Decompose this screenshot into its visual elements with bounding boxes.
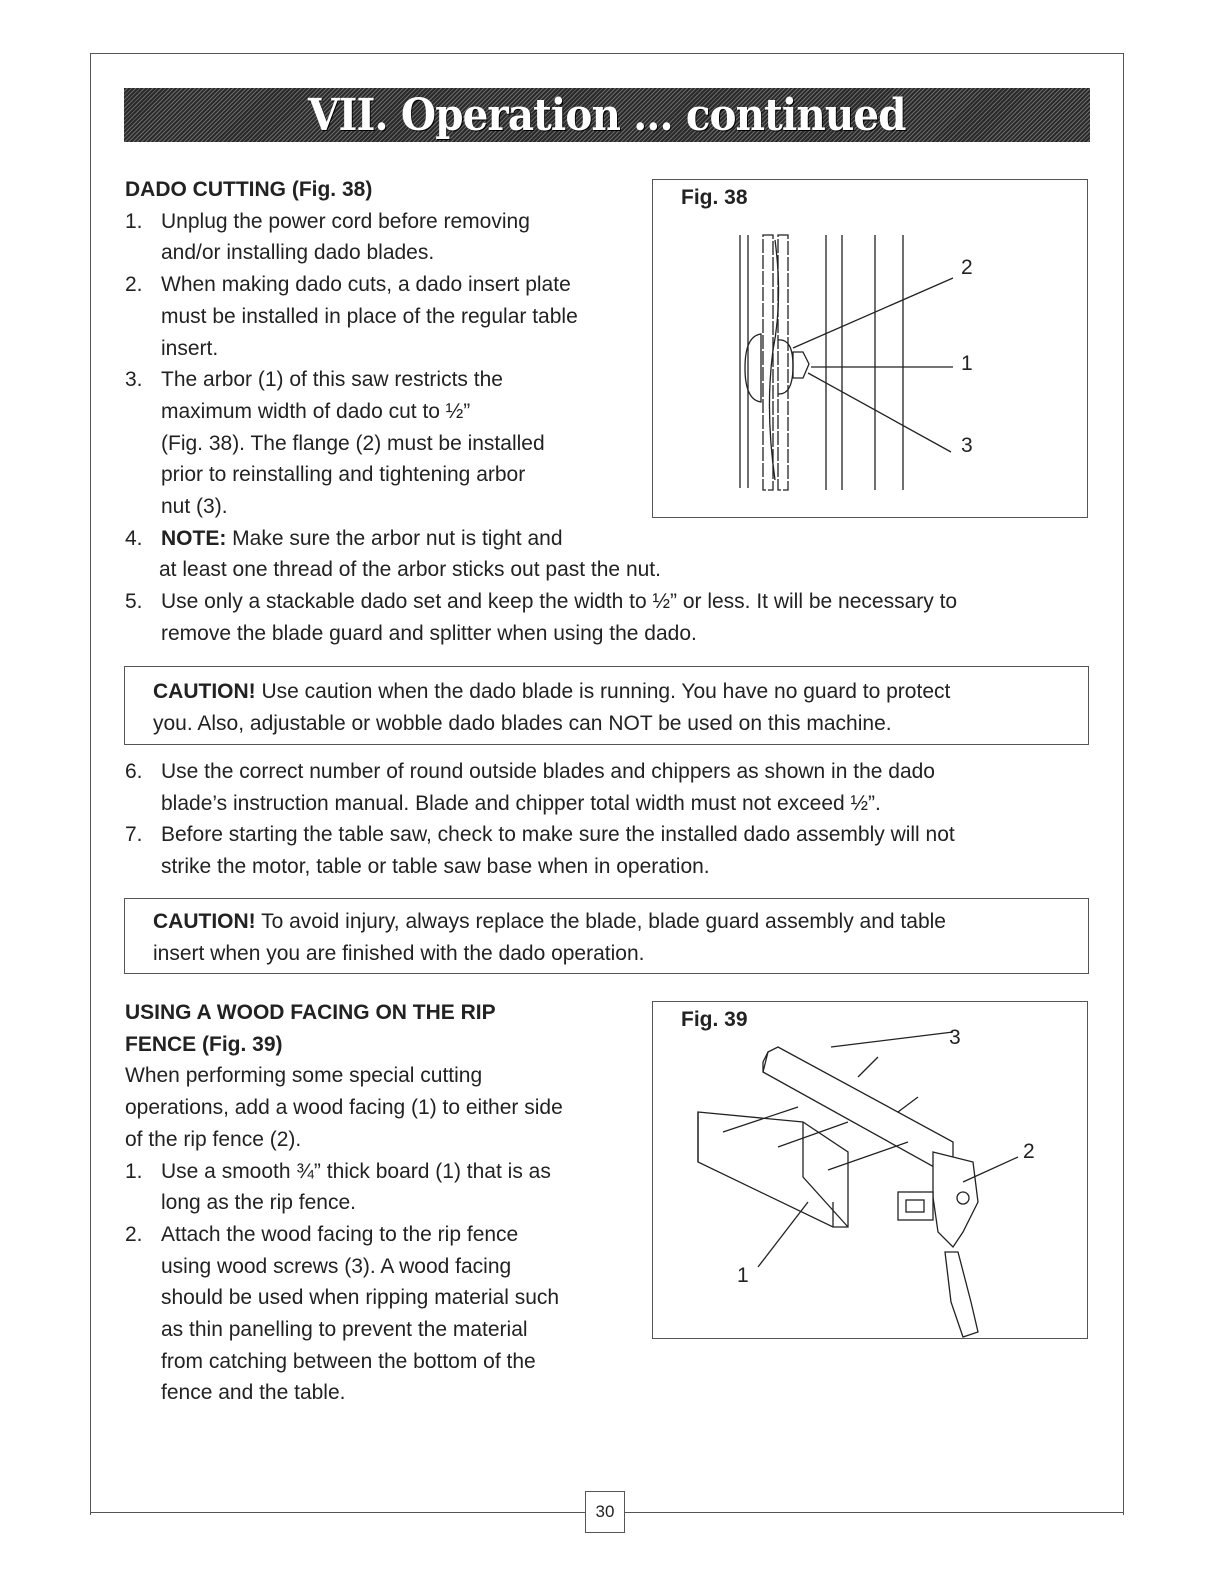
caution-box <box>124 666 1089 745</box>
item-number: 1. <box>125 209 143 233</box>
text-line: Use caution when the dado blade is running. You have no guard to protect <box>255 680 951 703</box>
item-number: 1. <box>125 1159 143 1183</box>
list-item <box>125 1156 563 1219</box>
text-line: Use the correct number of round outside blades and chippers as shown in the dado <box>161 760 935 783</box>
item-number: 5. <box>125 590 143 614</box>
rip-fence-illustration <box>653 1002 1087 1338</box>
list-item <box>125 1219 563 1409</box>
text-line: The arbor (1) of this saw restricts the <box>161 368 503 392</box>
text-line: at least one thread of the arbor sticks out past the nut. <box>159 558 661 582</box>
page-number <box>585 1491 625 1533</box>
text-line: fence and the table. <box>161 1381 346 1405</box>
dado-blade-illustration <box>653 180 1087 517</box>
figure-label: Fig. 39 <box>681 1008 748 1031</box>
section-title: VII. Operation ... continued <box>308 89 906 141</box>
text-line: from catching between the bottom of the <box>161 1349 536 1373</box>
item-number: 2. <box>125 1222 143 1246</box>
item-number: 4. <box>125 526 143 550</box>
text-line: insert. <box>161 336 219 360</box>
text-line: insert when you are finished with the dado operation. <box>153 941 645 965</box>
footer-rule <box>90 1512 585 1513</box>
text-line: Before starting the table saw, check to make sure the installed dado assembly will not <box>161 823 955 847</box>
text-line: remove the blade guard and splitter when using the dado. <box>161 621 697 645</box>
text-line: prior to reinstalling and tightening arbor <box>161 463 526 487</box>
list-item <box>125 819 955 882</box>
list-item <box>125 586 957 649</box>
caution-label: CAUTION! <box>153 910 256 933</box>
page-number-text: 30 <box>595 1502 615 1521</box>
figure-39 <box>652 1001 1088 1339</box>
text-line: When making dado cuts, a dado insert plate <box>161 273 571 297</box>
text-line: Make sure the arbor nut is tight and <box>226 526 563 550</box>
section-heading: DADO CUTTING (Fig. 38) <box>125 178 373 201</box>
text-line: should be used when ripping material such <box>161 1286 560 1310</box>
figure-38 <box>652 179 1088 518</box>
text-line: strike the motor, table or table saw base when in operation. <box>161 855 710 879</box>
callout-arbor: 1 <box>961 352 973 375</box>
text-line: and/or installing dado blades. <box>161 241 435 265</box>
text-line: must be installed in place of the regular table <box>161 304 578 328</box>
text-line: long as the rip fence. <box>161 1191 356 1215</box>
text-line: When performing some special cutting <box>125 1064 483 1088</box>
caution-box <box>124 898 1089 974</box>
text-line: using wood screws (3). A wood facing <box>161 1254 512 1278</box>
callout-wood-facing: 1 <box>737 1264 749 1287</box>
text-line: nut (3). <box>161 495 228 519</box>
text-line: as thin panelling to prevent the material <box>161 1318 528 1342</box>
footer-rule <box>625 1512 1124 1513</box>
text-line: Unplug the power cord before removing <box>161 209 530 233</box>
list-item <box>125 756 955 819</box>
caution-label: CAUTION! <box>153 680 256 703</box>
note-label: NOTE: <box>161 526 227 550</box>
text-line: maximum width of dado cut to ½” <box>161 399 471 423</box>
text-line: Use only a stackable dado set and keep the width to ½” or less. It will be necessary to <box>161 590 958 614</box>
callout-flange: 2 <box>961 256 973 279</box>
section-heading: USING A WOOD FACING ON THE RIP <box>125 1001 496 1024</box>
item-number: 3. <box>125 368 143 392</box>
dado-list-continued <box>125 756 955 883</box>
facing-section <box>125 997 563 1409</box>
text-line: you. Also, adjustable or wobble dado blades can NOT be used on this machine. <box>153 711 892 735</box>
list-item <box>125 523 957 586</box>
text-line: Use a smooth ¾” thick board (1) that is as <box>161 1159 551 1183</box>
item-number: 7. <box>125 823 143 847</box>
text-line: Attach the wood facing to the rip fence <box>161 1222 519 1246</box>
section-heading: FENCE (Fig. 39) <box>125 1032 283 1056</box>
text-line: (Fig. 38). The flange (2) must be installed <box>161 431 545 455</box>
figure-label: Fig. 38 <box>681 186 748 209</box>
section-header <box>124 88 1090 142</box>
text-line: To avoid injury, always replace the blade, blade guard assembly and table <box>255 910 946 933</box>
text-line: of the rip fence (2). <box>125 1127 302 1151</box>
callout-arbor-nut: 3 <box>961 434 973 457</box>
callout-wood-screws: 3 <box>949 1026 961 1049</box>
item-number: 6. <box>125 760 143 783</box>
text-line: operations, add a wood facing (1) to either side <box>125 1096 563 1120</box>
text-line: blade’s instruction manual. Blade and chipper total width must not exceed ½”. <box>161 791 881 815</box>
item-number: 2. <box>125 273 143 297</box>
callout-rip-fence: 2 <box>1023 1140 1035 1163</box>
